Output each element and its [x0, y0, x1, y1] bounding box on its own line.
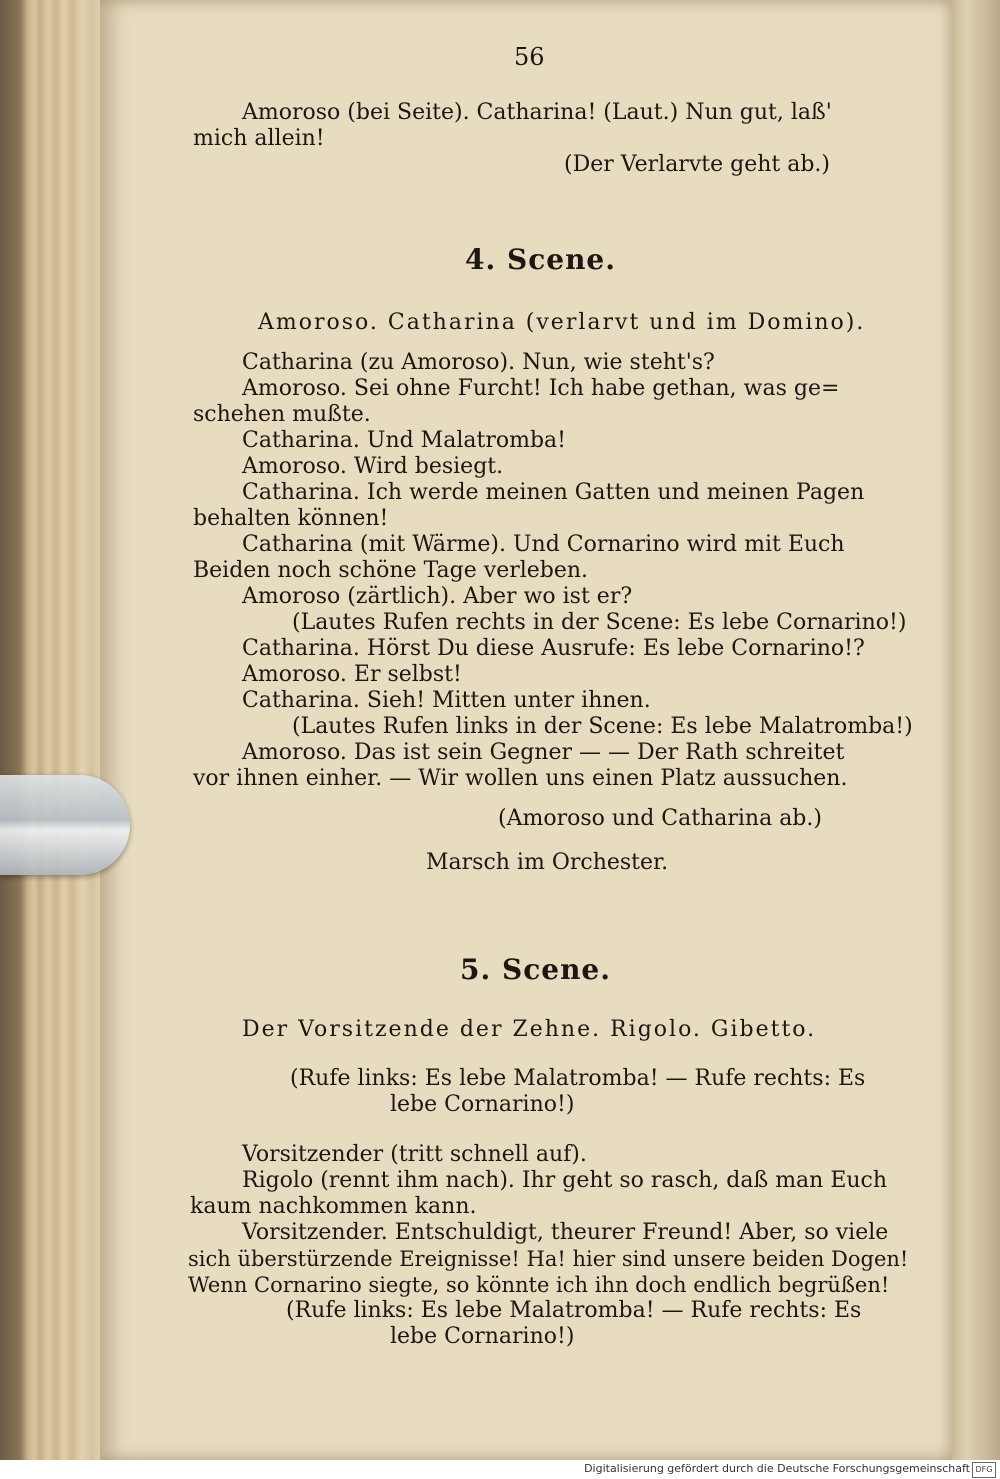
scene-heading: 4. Scene.: [465, 243, 616, 276]
text-line: Vorsitzender. Entschuldigt, theurer Freund! Aber, so viele: [242, 1220, 889, 1245]
stage-direction: Marsch im Orchester.: [426, 850, 669, 875]
stage-direction: (Rufe links: Es lebe Malatromba! — Rufe rechts: Es: [290, 1066, 866, 1091]
text-line: Catharina. Und Malatromba!: [242, 428, 566, 453]
text-line: Rigolo (rennt ihm nach). Ihr geht so rasch, daß man Euch: [242, 1168, 888, 1193]
text-line: Catharina. Hörst Du diese Ausrufe: Es lebe Cornarino!?: [242, 636, 865, 661]
text-line: vor ihnen einher. — Wir wollen uns einen Platz aussuchen.: [193, 766, 848, 791]
text-line: Beiden noch schöne Tage verleben.: [193, 558, 589, 583]
stage-direction: (Amoroso und Catharina ab.): [498, 806, 822, 831]
footer-text: Digitalisierung gefördert durch die Deutsche Forschungsgemeinschaft: [584, 1462, 970, 1475]
text-line: behalten können!: [193, 506, 389, 531]
book-page-stack-left: [0, 0, 110, 1460]
book-page-edge-right: [952, 0, 1000, 1460]
scene-heading: 5. Scene.: [460, 953, 611, 986]
footer-bar: [0, 1460, 1000, 1479]
text-line: Catharina (zu Amoroso). Nun, wie steht's?: [242, 350, 715, 375]
stage-direction: lebe Cornarino!): [390, 1324, 575, 1349]
text-line: Amoroso. Sei ohne Furcht! Ich habe gethan, was ge=: [242, 376, 840, 401]
text-line: kaum nachkommen kann.: [190, 1194, 477, 1219]
text-line: Catharina. Sieh! Mitten unter ihnen.: [242, 688, 651, 713]
text-line: sich überstürzende Ereignisse! Ha! hier sind unsere beiden Dogen!: [188, 1247, 909, 1271]
stage-direction: lebe Cornarino!): [390, 1092, 575, 1117]
text-line: Catharina (mit Wärme). Und Cornarino wird mit Euch: [242, 532, 845, 557]
cast-list: Amoroso. Catharina (verlarvt und im Domino).: [258, 310, 866, 335]
text-line: Vorsitzender (tritt schnell auf).: [242, 1142, 587, 1167]
stage-direction: (Lautes Rufen links in der Scene: Es lebe Malatromba!): [292, 714, 913, 739]
text-line: Amoroso. Das ist sein Gegner — — Der Rath schreitet: [242, 740, 845, 765]
stage-direction: (Der Verlarvte geht ab.): [564, 152, 830, 177]
text-line: mich allein!: [193, 126, 325, 151]
text-line: Amoroso. Wird besiegt.: [242, 454, 504, 479]
cast-list: Der Vorsitzende der Zehne. Rigolo. Gibetto.: [242, 1017, 817, 1042]
stage-direction: (Lautes Rufen rechts in der Scene: Es lebe Cornarino!): [292, 610, 907, 635]
page-clip: [0, 775, 130, 875]
text-line: Catharina. Ich werde meinen Gatten und meinen Pagen: [242, 480, 865, 505]
text-line: Amoroso (bei Seite). Catharina! (Laut.) Nun gut, laß': [242, 100, 832, 125]
stage-direction: (Rufe links: Es lebe Malatromba! — Rufe rechts: Es: [286, 1298, 862, 1323]
dfg-logo: DFG: [972, 1462, 996, 1478]
page-number: 56: [514, 43, 545, 71]
text-line: Amoroso (zärtlich). Aber wo ist er?: [242, 584, 633, 609]
text-line: Amoroso. Er selbst!: [242, 662, 462, 687]
text-line: schehen mußte.: [193, 402, 371, 427]
text-line: Wenn Cornarino siegte, so könnte ich ihn doch endlich begrüßen!: [188, 1273, 890, 1297]
